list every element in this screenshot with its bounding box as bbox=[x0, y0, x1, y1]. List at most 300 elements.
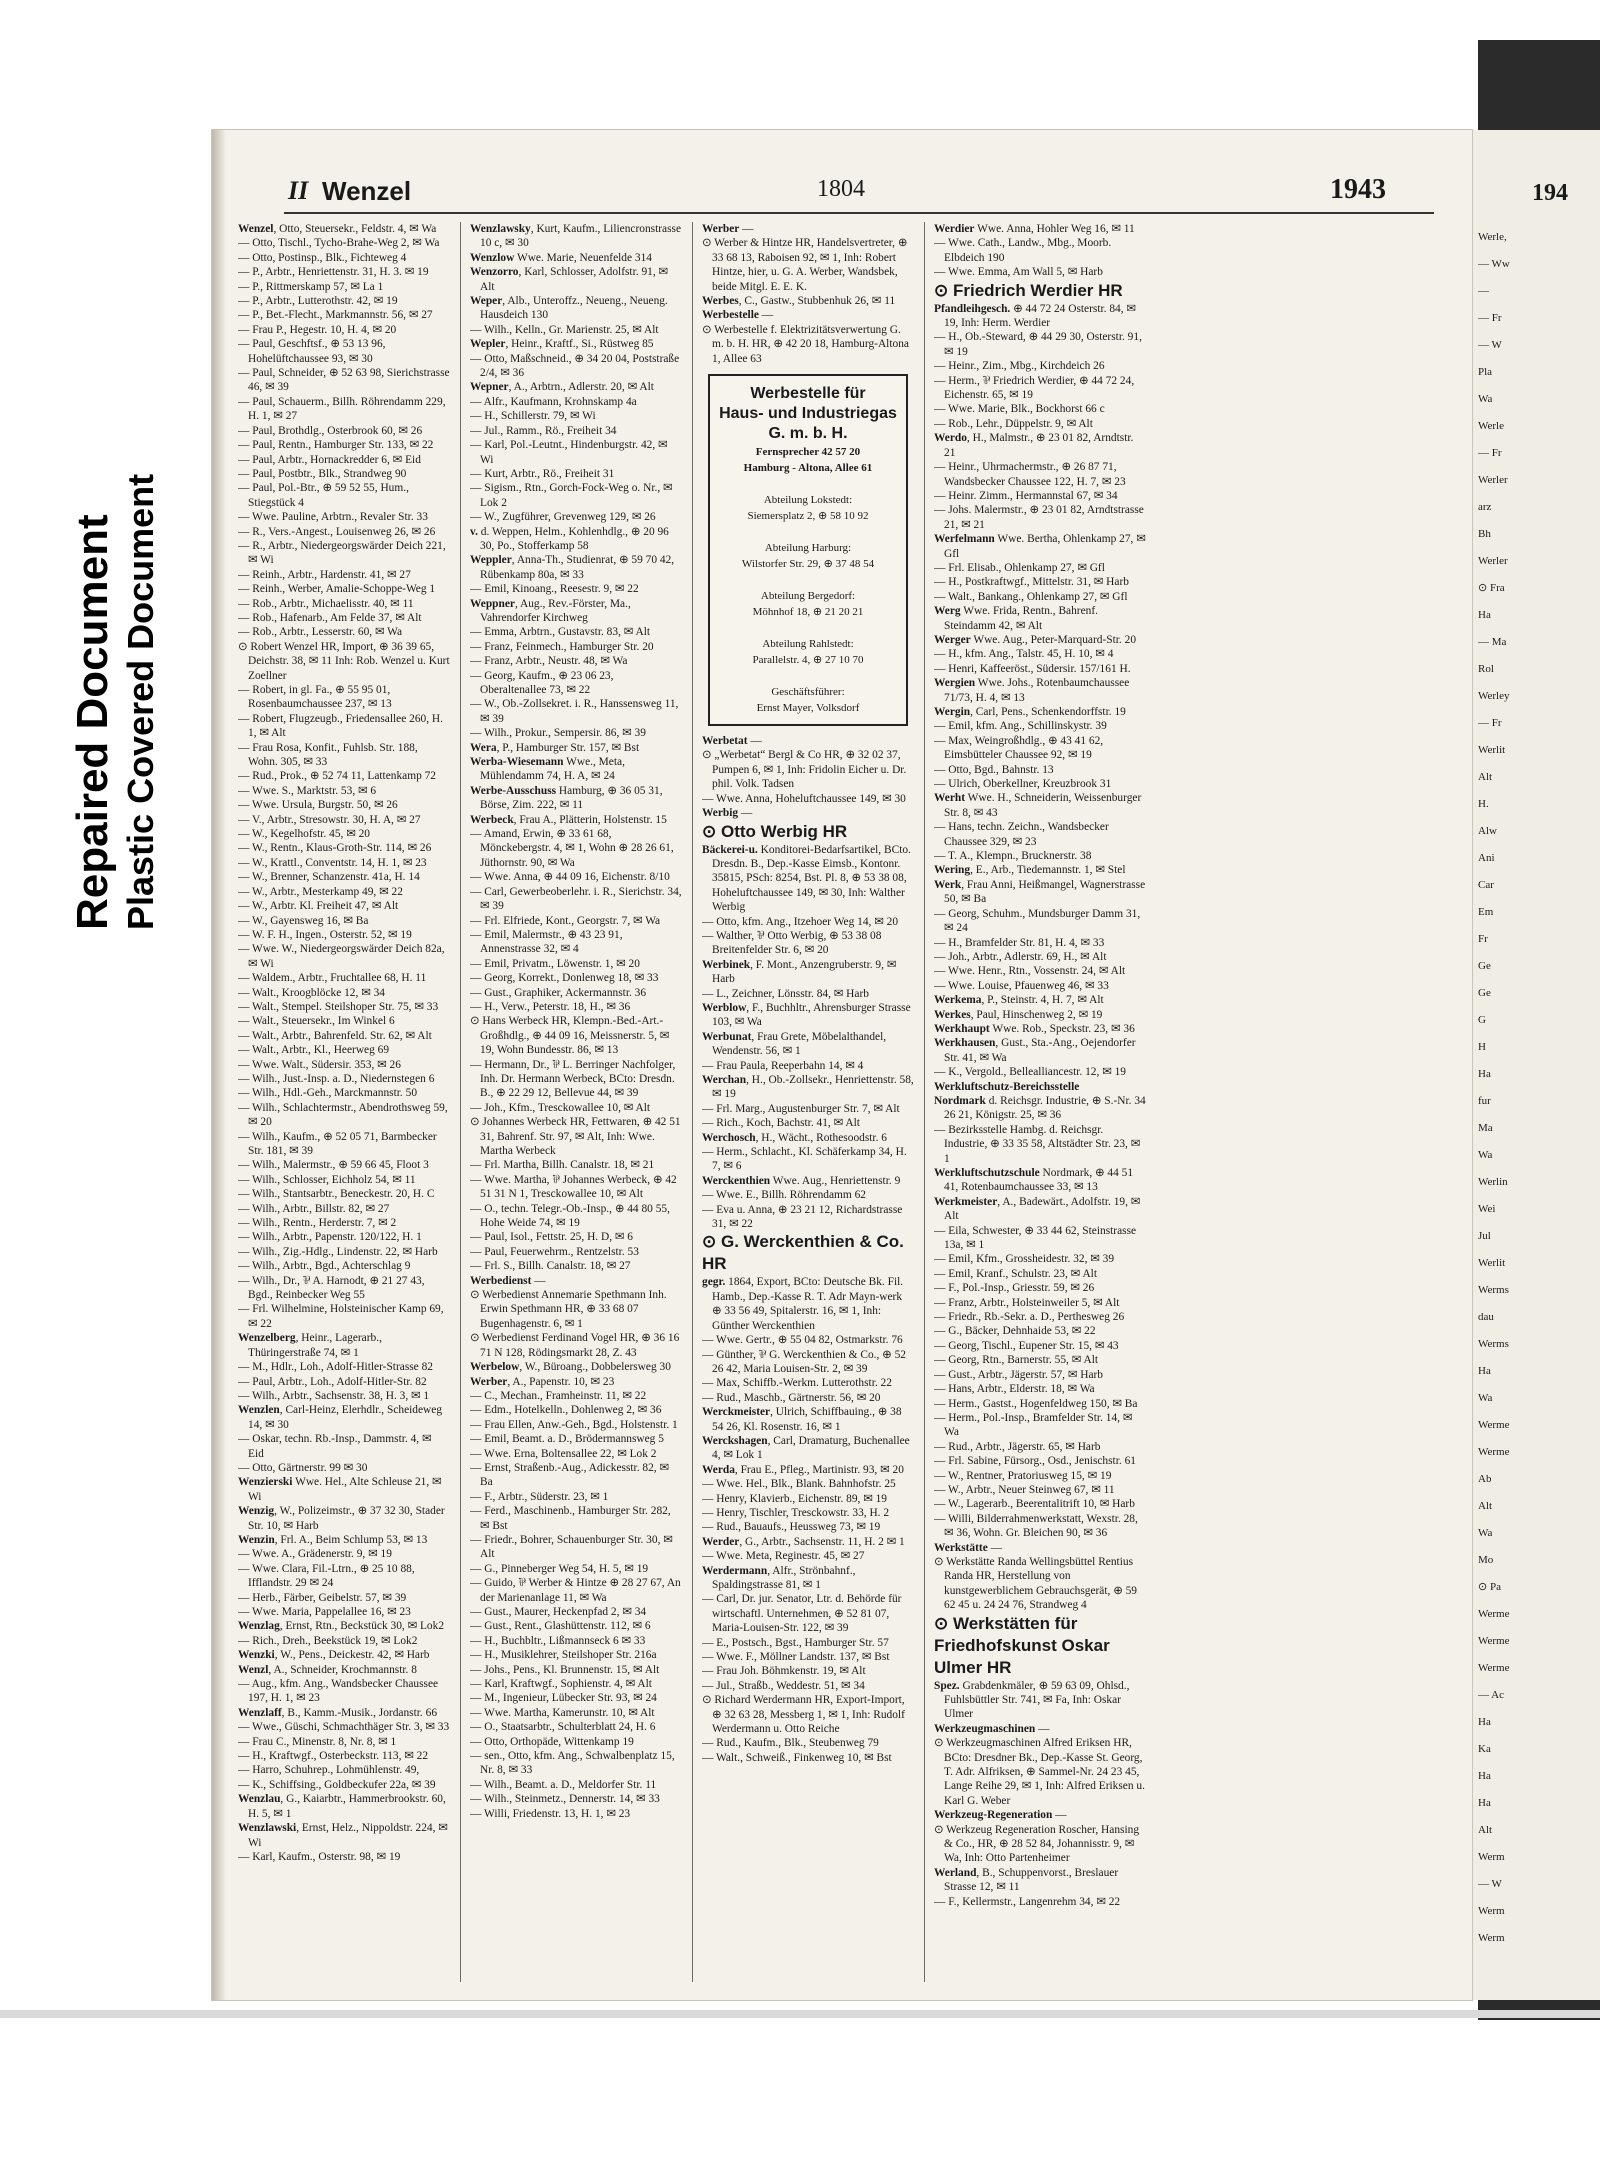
directory-entry: — Rud., Arbtr., Jägerstr. 65, ✉ Harb bbox=[934, 1440, 1101, 1453]
entry-surname: Werbe-Ausschuss bbox=[470, 784, 557, 797]
entry-surname: Werkema bbox=[934, 994, 982, 1007]
directory-entry: — Joh., Kfm., Tresckowallee 10, ✉ Alt bbox=[470, 1101, 651, 1114]
entry-surname: Spez. bbox=[934, 1679, 960, 1692]
adjacent-page-text: — Fr bbox=[1478, 312, 1502, 324]
entry-surname: Werda bbox=[702, 1463, 735, 1476]
adjacent-page-text: Mo bbox=[1478, 1554, 1494, 1566]
entry-surname: Werkzeugmaschinen bbox=[934, 1722, 1036, 1735]
directory-entry: — Karl, Pol.-Leutnt., Hindenburgstr. 42, ✉ Wi bbox=[470, 439, 668, 466]
directory-entry: — Franz, Feinmech., Hamburger Str. 20 bbox=[470, 640, 654, 653]
entry-surname: Wenzelberg bbox=[238, 1332, 296, 1345]
directory-entry: — W., Zugführer, Grevenweg 129, ✉ 26 bbox=[470, 511, 656, 524]
directory-entry: — Henry, Klavierb., Eichenstr. 89, ✉ 19 bbox=[702, 1492, 888, 1505]
entry-surname: Wenzlow bbox=[470, 251, 515, 264]
directory-entry: — Wwe. Anna, Hoheluftchaussee 149, ✉ 30 bbox=[702, 792, 906, 805]
directory-entry: — Frau Paula, Reeperbahn 14, ✉ 4 bbox=[702, 1059, 864, 1072]
directory-entry: — Emil, Malermstr., ⊕ 43 23 91, Annenstrasse 32, ✉ 4 bbox=[470, 928, 623, 956]
entry-surname: Werg bbox=[934, 605, 961, 618]
directory-entry: — Paul, Arbtr., Loh., Adolf-Hitler-Str. 82 bbox=[238, 1375, 427, 1388]
directory-entry: — Wilh., Arbtr., Billstr. 82, ✉ 27 bbox=[238, 1202, 390, 1215]
directory-column-3 bbox=[702, 222, 914, 1982]
directory-entry: — Carl, Dr. jur. Senator, Ltr. d. Behörde für wirtschaftl. Unternehmen, ⊕ 52 81 07, Maria-Louisen-Str. 122, ✉ 39 bbox=[702, 1593, 902, 1635]
page-header bbox=[212, 172, 1472, 208]
adjacent-page-text: G bbox=[1478, 1014, 1486, 1026]
ad-branch-line: Wilstorfer Str. 29, ⊕ 37 48 54 bbox=[741, 558, 875, 571]
directory-entry: — Walt., Bankang., Ohlenkamp 27, ✉ Gfl bbox=[934, 590, 1128, 603]
adjacent-page-text: ⊙ Fra bbox=[1478, 582, 1505, 594]
adjacent-page-text: Wa bbox=[1478, 1527, 1493, 1539]
adjacent-page-text: Alt bbox=[1478, 1500, 1493, 1512]
directory-entry: — H., Bramfelder Str. 81, H. 4, ✉ 33 bbox=[934, 936, 1105, 949]
directory-entry: — Frl. Marg., Augustenburger Str. 7, ✉ Alt bbox=[702, 1102, 900, 1115]
directory-entry: — W., Ob.-Zollsekret. i. R., Hanssensweg 11, ✉ 39 bbox=[470, 698, 679, 725]
directory-entry: Werkzeug-Regeneration — bbox=[934, 1809, 1067, 1822]
directory-entry: Wenzel, Otto, Steuersekr., Feldstr. 4, ✉ Wa bbox=[238, 223, 437, 235]
directory-entry: — Wilh., Hdl.-Geh., Marckmannstr. 50 bbox=[238, 1087, 418, 1100]
ad-spacer bbox=[716, 524, 900, 540]
entry-surname: Werckmeister bbox=[702, 1406, 771, 1419]
directory-entry: — Aug., kfm. Ang., Wandsbecker Chaussee 197, H. 1, ✉ 23 bbox=[238, 1678, 439, 1705]
directory-entry: Werbedienst — bbox=[470, 1274, 546, 1287]
ad-title-line: G. m. b. H. bbox=[768, 425, 848, 443]
directory-entry: — Wwe. E., Billh. Röhrendamm 62 bbox=[702, 1189, 866, 1202]
directory-entry: Werbe-Ausschuss Hamburg, ⊕ 36 05 31, Börse, Zim. 222, ✉ 11 bbox=[470, 784, 663, 812]
directory-entry: Werdo, H., Malmstr., ⊕ 23 01 82, Arndtstr. 21 bbox=[934, 432, 1134, 459]
directory-entry: — Otto, Bgd., Bahnstr. 13 bbox=[934, 763, 1054, 776]
directory-entry: ⊙ Richard Werdermann HR, Export-Import, ⊕ 32 63 28, Messberg 1, ✉ 1, Inh: Rudolf Werdermann u. Otto Reiche bbox=[702, 1694, 905, 1736]
entry-surname: Werk bbox=[934, 878, 962, 891]
directory-entry: — Friedr., Rb.-Sekr. a. D., Perthesweg 26 bbox=[934, 1311, 1125, 1324]
directory-entry: — Georg, Schuhm., Mundsburger Damm 31, ✉ 24 bbox=[934, 907, 1141, 935]
directory-entry: — Wwe. Louise, Pfauenweg 46, ✉ 33 bbox=[934, 979, 1109, 992]
directory-entry: — P., Arbtr., Lutterothstr. 42, ✉ 19 bbox=[238, 295, 398, 308]
entry-surname: Bäckerei-u. bbox=[702, 843, 758, 856]
entry-surname: Wenzlag bbox=[238, 1620, 280, 1633]
directory-entry: — W., Rentn., Klaus-Groth-Str. 114, ✉ 26 bbox=[238, 842, 432, 855]
entry-surname: Werbedienst bbox=[470, 1274, 532, 1287]
entry-surname: Wergien bbox=[934, 677, 976, 690]
directory-entry: Wenzelberg, Heinr., Lagerarb., Thüringerstraße 74, ✉ 1 bbox=[238, 1332, 382, 1359]
directory-page bbox=[212, 130, 1472, 2000]
directory-entry: — Paul, Isol., Fettstr. 25, H. D, ✉ 6 bbox=[470, 1231, 634, 1244]
adjacent-page-text: Ma bbox=[1478, 1122, 1493, 1134]
directory-entry: — Joh., Arbtr., Adlerstr. 69, H., ✉ Alt bbox=[934, 950, 1107, 963]
directory-entry: — H., Musiklehrer, Steilshoper Str. 216a bbox=[470, 1649, 657, 1662]
directory-entry: — Sigism., Rtn., Gorch-Fock-Weg o. Nr., ✉ Lok 2 bbox=[470, 482, 673, 509]
directory-entry: — F., Kellermstr., Langenrehm 34, ✉ 22 bbox=[934, 1895, 1121, 1908]
entry-surname: Werbetat bbox=[702, 735, 748, 748]
adjacent-page-text: Ha bbox=[1478, 1797, 1491, 1809]
directory-entry: — Herb., Färber, Geibelstr. 57, ✉ 39 bbox=[238, 1591, 407, 1604]
directory-entry: Wenzlen, Carl-Heinz, Elerhdlr., Scheideweg 14, ✉ 30 bbox=[238, 1404, 443, 1431]
entry-surname: Werba-Wiesemann bbox=[470, 756, 564, 769]
adjacent-page-text: Wei bbox=[1478, 1203, 1496, 1215]
directory-entry: — Otto, Tischl., Tycho-Brahe-Weg 2, ✉ Wa bbox=[238, 237, 440, 250]
entry-surname: Nordmark bbox=[934, 1094, 986, 1107]
entry-surname: Wenzlau bbox=[238, 1793, 281, 1806]
entry-surname: Wering bbox=[934, 864, 971, 877]
entry-surname: Werder bbox=[702, 1535, 740, 1548]
directory-entry: Wenzki, W., Pens., Deickestr. 42, ✉ Harb bbox=[238, 1649, 430, 1662]
entry-surname: Wepner bbox=[470, 381, 509, 394]
advertisement-box bbox=[708, 374, 908, 726]
directory-entry: — C., Mechan., Framheinstr. 11, ✉ 22 bbox=[470, 1389, 647, 1402]
directory-entry: — O., techn. Telegr.-Ob.-Insp., ⊕ 44 80 55, Hohe Weide 74, ✉ 19 bbox=[470, 1202, 670, 1230]
directory-entry: — Rud., Bauaufs., Heussweg 73, ✉ 19 bbox=[702, 1521, 881, 1534]
featured-entry: ⊙ G. Werckenthien & Co. HR bbox=[702, 1232, 904, 1274]
directory-entry: — Henry, Tischler, Tresckowstr. 33, H. 2 bbox=[702, 1506, 890, 1519]
directory-entry: — Gust., Rent., Glashüttenstr. 112, ✉ 6 bbox=[470, 1620, 651, 1633]
directory-entry: — Walt., Schweiß., Finkenweg 10, ✉ Bst bbox=[702, 1751, 892, 1764]
directory-entry: — H., Kraftwgf., Osterbeckstr. 113, ✉ 22 bbox=[238, 1750, 429, 1763]
directory-entry: Wenzl, A., Schneider, Krochmannstr. 8 bbox=[238, 1663, 417, 1676]
entry-surname: Werkstätte bbox=[934, 1541, 988, 1554]
directory-entry: — Guido, ⅌ Werber & Hintze ⊕ 28 27 67, An der Marienanlage 11, ✉ Wa bbox=[470, 1577, 681, 1604]
directory-entry: Werger Wwe. Aug., Peter-Marquard-Str. 20 bbox=[934, 633, 1137, 646]
directory-entry: — Frl. Elfriede, Kont., Georgstr. 7, ✉ Wa bbox=[470, 914, 661, 927]
adjacent-page-text: H bbox=[1478, 1041, 1486, 1053]
directory-entry: — Herm., Gastst., Hogenfeldweg 150, ✉ Ba bbox=[934, 1397, 1138, 1410]
directory-entry: Werblow, F., Buchhltr., Ahrensburger Strasse 103, ✉ Wa bbox=[702, 1001, 911, 1029]
directory-entry: — Frau C., Minenstr. 8, Nr. 8, ✉ 1 bbox=[238, 1735, 397, 1748]
directory-entry: Werbetat — bbox=[702, 735, 762, 748]
adjacent-page-text: Alw bbox=[1478, 825, 1497, 837]
directory-entry: ⊙ Robert Wenzel HR, Import, ⊕ 36 39 65, Deichstr. 38, ✉ 11 Inh: Rob. Wenzel u. Kurt Zoellner bbox=[238, 640, 450, 682]
directory-entry: — Henri, Kaffeeröst., Südersir. 157/161 H. bbox=[934, 662, 1131, 675]
directory-entry: — Otto, Postinsp., Blk., Fichteweg 4 bbox=[238, 251, 407, 264]
directory-entry: — Ferd., Maschinenb., Hamburger Str. 282, ✉ Bst bbox=[470, 1505, 671, 1532]
entry-surname: Werchosch bbox=[702, 1131, 756, 1144]
column-divider bbox=[692, 222, 693, 1982]
directory-entry: — Wilh., Just.-Insp. a. D., Niedernstegen 6 bbox=[238, 1072, 435, 1085]
directory-entry: — G., Bäcker, Dehnhaide 53, ✉ 22 bbox=[934, 1325, 1096, 1338]
directory-entry: — W., Arbtr., Neuer Steinweg 67, ✉ 11 bbox=[934, 1483, 1115, 1496]
directory-entry: — W. F. H., Ingen., Osterstr. 52, ✉ 19 bbox=[238, 928, 412, 941]
directory-entry: — Wwe. Martha, ⅌ Johannes Werbeck, ⊕ 42 51 31 N 1, Tresckowallee 10, ✉ Alt bbox=[470, 1173, 677, 1201]
directory-entry: — Harro, Schuhrep., Lohmühlenstr. 49, bbox=[238, 1764, 420, 1777]
ad-branch-line: Abteilung Harburg: bbox=[764, 542, 852, 555]
directory-entry: — Rob., Arbtr., Lesserstr. 60, ✉ Wa bbox=[238, 626, 403, 639]
entry-surname: Wenzlawsky bbox=[470, 223, 531, 235]
entry-surname: Werckshagen bbox=[702, 1434, 768, 1447]
directory-entry: — Hans, techn. Zeichn., Wandsbecker Chaussee 329, ✉ 23 bbox=[934, 821, 1109, 848]
adjacent-page-text: H. bbox=[1478, 798, 1489, 810]
featured-entry: ⊙ Otto Werbig HR bbox=[702, 821, 848, 841]
directory-entry: — Frau P., Hegestr. 10, H. 4, ✉ 20 bbox=[238, 323, 397, 336]
directory-entry: — Eva u. Anna, ⊕ 23 21 12, Richardstrasse 31, ✉ 22 bbox=[702, 1203, 903, 1231]
entry-surname: Weppler bbox=[470, 554, 512, 567]
directory-entry: — Wilh., Malermstr., ⊕ 59 66 45, Floot 3 bbox=[238, 1159, 429, 1172]
directory-entry: Wergien Wwe. Johs., Rotenbaumchaussee 71/73, H. 4, ✉ 13 bbox=[934, 677, 1130, 704]
directory-entry: Pfandleihgesch. ⊕ 44 72 24 Osterstr. 84, ✉ 19, Inh: Herm. Werdier bbox=[934, 302, 1136, 330]
directory-entry: — Otto, Gärtnerstr. 99 ✉ 30 bbox=[238, 1461, 368, 1474]
directory-entry: — Max, Schiffb.-Werkm. Lutterothstr. 22 bbox=[702, 1377, 892, 1390]
directory-entry: — Wwe. Emma, Am Wall 5, ✉ Harb bbox=[934, 266, 1103, 279]
entry-surname: Werkluftschutz-Bereichsstelle bbox=[934, 1080, 1080, 1093]
directory-entry: ⊙ Johannes Werbeck HR, Fettwaren, ⊕ 42 51 31, Bahrenf. Str. 97, ✉ Alt, Inh: Wwe. Martha Werbeck bbox=[470, 1116, 681, 1157]
directory-entry: Werbestelle — bbox=[702, 309, 774, 322]
directory-entry: Werchosch, H., Wächt., Rothesoodstr. 6 bbox=[702, 1131, 887, 1144]
directory-entry: Werckshagen, Carl, Dramaturg, Buchenallee 4, ✉ Lok 1 bbox=[702, 1434, 910, 1462]
directory-entry: — Waldem., Arbtr., Fruchtallee 68, H. 11 bbox=[238, 972, 427, 985]
directory-entry: Werbinek, F. Mont., Anzengruberstr. 9, ✉ Harb bbox=[702, 958, 897, 986]
directory-entry: — Oskar, techn. Rb.-Insp., Dammstr. 4, ✉ Eid bbox=[238, 1433, 432, 1460]
directory-entry: Wenzlau, G., Kaiarbtr., Hammerbrookstr. 60, H. 5, ✉ 1 bbox=[238, 1793, 446, 1820]
directory-entry: — Kurt, Arbtr., Rö., Freiheit 31 bbox=[470, 467, 615, 480]
entry-surname: Werbeck bbox=[470, 813, 514, 826]
adjacent-page-text: Ge bbox=[1478, 960, 1491, 972]
adjacent-page-text: fur bbox=[1478, 1095, 1491, 1107]
column-divider bbox=[460, 222, 461, 1982]
directory-entry: — Carl, Gewerbeoberlehr. i. R., Sierichstr. 34, ✉ 39 bbox=[470, 885, 682, 913]
entry-surname: Werdermann bbox=[702, 1564, 768, 1577]
directory-entry: — Wilh., Stantsarbtr., Beneckestr. 20, H. C bbox=[238, 1188, 435, 1201]
directory-entry: — Jul., Straßb., Weddestr. 51, ✉ 34 bbox=[702, 1679, 865, 1692]
entry-surname: Werber bbox=[702, 223, 740, 235]
adjacent-page-text: Wa bbox=[1478, 1392, 1493, 1404]
directory-entry: — Walt., Steuersekr., Im Winkel 6 bbox=[238, 1015, 395, 1028]
directory-entry: — Emil, Privatm., Löwenstr. 1, ✉ 20 bbox=[470, 957, 640, 970]
adjacent-page-text: Wa bbox=[1478, 1149, 1493, 1161]
directory-entry: — Emil, Kinoang., Reesestr. 9, ✉ 22 bbox=[470, 583, 639, 596]
directory-entry: Werbes, C., Gastw., Stubbenhuk 26, ✉ 11 bbox=[702, 295, 896, 308]
directory-entry: — Wwe. Clara, Fil.-Ltrn., ⊕ 25 10 88, Ifflandstr. 29 ✉ 24 bbox=[238, 1562, 415, 1590]
featured-entry: ⊙ Friedrich Werdier HR bbox=[934, 280, 1123, 300]
directory-entry: — W., Gayensweg 16, ✉ Ba bbox=[238, 914, 369, 927]
directory-entry: — Heinr., Uhrmachermstr., ⊕ 26 87 71, Wandsbecker Chaussee 122, H. 7, ✉ 23 bbox=[934, 461, 1126, 488]
directory-entry: — Wilh., Schlosser, Eichholz 54, ✉ 11 bbox=[238, 1173, 416, 1186]
directory-entry: — Jul., Ramm., Rö., Freiheit 34 bbox=[470, 424, 617, 437]
directory-entry: — Walt., Arbtr., Bahrenfeld. Str. 62, ✉ Alt bbox=[238, 1029, 432, 1042]
directory-entry: — H., Schillerstr. 79, ✉ Wi bbox=[470, 410, 596, 423]
ad-phone: Fernsprecher 42 57 20 bbox=[755, 446, 861, 459]
directory-entry: — Frl. Sabine, Fürsorg., Osd., Jenischstr. 61 bbox=[934, 1455, 1136, 1468]
directory-entry: — Wwe. Maria, Pappelallee 16, ✉ 23 bbox=[238, 1606, 411, 1618]
directory-entry: — Alfr., Kaufmann, Krohnskamp 4a bbox=[470, 395, 637, 408]
adjacent-page-text: dau bbox=[1478, 1311, 1494, 1323]
directory-entry: — Gust., Graphiker, Ackermannstr. 36 bbox=[470, 986, 647, 999]
entry-surname: Werdo bbox=[934, 432, 967, 445]
directory-entry: Werbeck, Frau A., Plätterin, Holstenstr. 15 bbox=[470, 813, 667, 826]
adjacent-page-text: — Fr bbox=[1478, 447, 1502, 459]
adjacent-page-text: Werm bbox=[1478, 1932, 1505, 1944]
directory-entry: Werfelmann Wwe. Bertha, Ohlenkamp 27, ✉ Gfl bbox=[934, 533, 1146, 560]
directory-entry: Bäckerei-u. Konditorei-Bedarfsartikel, BCto. Dresdn. B., Dep.-Kasse Eimsb., Kontonr. 35815, PSch: 8254, Bst. Pl. 8, ⊕ 53 38 08, Hoheluftchaussee 149, ✉ 30, Inh: Walther Werbig bbox=[702, 843, 911, 914]
directory-entry: — Rud., Prok., ⊕ 52 74 11, Lattenkamp 72 bbox=[238, 770, 437, 783]
ad-branch-line: Abteilung Rahlstedt: bbox=[762, 638, 854, 651]
directory-entry: — Paul, Brothdlg., Osterbrook 60, ✉ 26 bbox=[238, 424, 423, 437]
directory-entry: — Wwe. Marie, Blk., Bockhorst 66 c bbox=[934, 403, 1105, 416]
directory-entry: gegr. 1864, Export, BCto: Deutsche Bk. Fil. Hamb., Dep.-Kasse R. T. Adr Mayn-werk ⊕ 33 56 49, Spitalerstr. 16, ✉ 1, Inh: Günther Werckenthien bbox=[702, 1276, 904, 1332]
directory-entry: Werkzeugmaschinen — bbox=[934, 1722, 1050, 1735]
directory-entry: — sen., Otto, kfm. Ang., Schwalbenplatz 15, Nr. 8, ✉ 33 bbox=[470, 1750, 675, 1777]
adjacent-page-text: Werle bbox=[1478, 420, 1504, 432]
directory-entry: Wenzierski Wwe. Hel., Alte Schleuse 21, ✉ Wi bbox=[238, 1476, 442, 1503]
ad-address: Hamburg - Altona, Allee 61 bbox=[743, 462, 873, 475]
directory-entry: Werbelow, W., Büroang., Dobbelersweg 30 bbox=[470, 1361, 671, 1374]
directory-entry: Werba-Wiesemann Wwe., Meta, Mühlendamm 74, H. A, ✉ 24 bbox=[470, 756, 625, 783]
entry-surname: Wenzlen bbox=[238, 1404, 280, 1417]
adjacent-page-text: Ha bbox=[1478, 1068, 1491, 1080]
directory-entry: — Wilh., Arbtr., Sachsenstr. 38, H. 3, ✉ 1 bbox=[238, 1389, 430, 1402]
directory-entry: — M., Hdlr., Loh., Adolf-Hitler-Strasse 82 bbox=[238, 1361, 433, 1374]
entry-surname: Werkes bbox=[934, 1008, 971, 1021]
directory-entry: — Rud., Maschb., Gärtnerstr. 56, ✉ 20 bbox=[702, 1391, 881, 1404]
adjacent-page-text: — Ac bbox=[1478, 1689, 1504, 1701]
directory-entry: — Herm., Pol.-Insp., Bramfelder Str. 14, ✉ Wa bbox=[934, 1411, 1133, 1439]
directory-entry: Werdier Wwe. Anna, Hohler Weg 16, ✉ 11 bbox=[934, 223, 1135, 235]
directory-entry: ⊙ Werbedienst Ferdinand Vogel HR, ⊕ 36 16 71 N 128, Rödingsmarkt 28, Z. 43 bbox=[470, 1332, 680, 1359]
directory-entry: — Otto, Orthopäde, Wittenkamp 19 bbox=[470, 1735, 634, 1748]
directory-entry: — H., Postkraftwgf., Mittelstr. 31, ✉ Harb bbox=[934, 576, 1129, 589]
directory-entry: — F., Pol.-Insp., Griesstr. 59, ✉ 26 bbox=[934, 1282, 1095, 1295]
directory-entry: — Wilh., Kaufm., ⊕ 52 05 71, Barmbecker Str. 181, ✉ 39 bbox=[238, 1130, 437, 1157]
directory-entry: Werchan, H., Ob.-Zollsekr., Henriettenstr. 58, ✉ 19 bbox=[702, 1074, 914, 1101]
directory-entry: Weppler, Anna-Th., Studienrat, ⊕ 59 70 42, Rübenkamp 80a, ✉ 33 bbox=[470, 554, 675, 581]
directory-entry: — Gust., Arbtr., Jägerstr. 57, ✉ Harb bbox=[934, 1368, 1103, 1381]
directory-entry: Werkmeister, A., Badewärt., Adolfstr. 19, ✉ Alt bbox=[934, 1195, 1141, 1223]
entry-surname: Werkhaupt bbox=[934, 1022, 990, 1035]
ad-spacer bbox=[716, 572, 900, 588]
directory-entry: — Max, Weingroßhdlg., ⊕ 43 41 62, Eimsbütteler Chaussee 92, ✉ 19 bbox=[934, 734, 1104, 762]
directory-entry: — H., Ob.-Steward, ⊕ 44 29 30, Osterstr. 91, ✉ 19 bbox=[934, 331, 1142, 358]
directory-entry: — Georg, Rtn., Barnerstr. 55, ✉ Alt bbox=[934, 1354, 1099, 1367]
directory-entry: — T. A., Klempn., Brucknerstr. 38 bbox=[934, 850, 1092, 863]
directory-entry: — Ulrich, Oberkellner, Kreuzbrook 31 bbox=[934, 778, 1112, 791]
directory-entry: — W., Brenner, Schanzenstr. 41a, H. 14 bbox=[238, 871, 420, 884]
directory-entry: Werkhausen, Gust., Sta.-Ang., Oejendorfer Str. 41, ✉ Wa bbox=[934, 1037, 1136, 1064]
entry-surname: Weppner bbox=[470, 597, 515, 610]
directory-entry: — Paul, Geschftsf., ⊕ 53 13 96, Hohelüftchaussee 93, ✉ 30 bbox=[238, 338, 386, 365]
directory-entry: — Emil, Kfm., Grossheidestr. 32, ✉ 39 bbox=[934, 1253, 1115, 1266]
directory-entry: — Bezirksstelle Hambg. d. Reichsgr. Industrie, ⊕ 33 35 58, Altstädter Str. 23, ✉ 1 bbox=[934, 1123, 1141, 1165]
directory-entry: Wepner, A., Arbtrn., Adlerstr. 20, ✉ Alt bbox=[470, 381, 654, 394]
directory-entry: — L., Zeichner, Lönsstr. 84, ✉ Harb bbox=[702, 987, 869, 1000]
directory-entry: — E., Postsch., Bgst., Hamburger Str. 57 bbox=[702, 1636, 889, 1649]
directory-entry: — Rob., Lehr., Düppelstr. 9, ✉ Alt bbox=[934, 417, 1093, 430]
entry-surname: Wergin bbox=[934, 706, 971, 718]
directory-entry: — P., Rittmerskamp 57, ✉ La 1 bbox=[238, 280, 384, 293]
directory-entry: — Emil, Kranf., Schulstr. 23, ✉ Alt bbox=[934, 1267, 1097, 1280]
directory-column-4 bbox=[934, 222, 1146, 1982]
ad-branch-line: Siemersplatz 2, ⊕ 58 10 92 bbox=[747, 510, 869, 523]
directory-entry: Werkema, P., Steinstr. 4, H. 7, ✉ Alt bbox=[934, 994, 1104, 1007]
directory-entry: Wering, E., Arb., Tiedemannstr. 1, ✉ Stel bbox=[934, 864, 1126, 877]
running-head-name: Wenzel bbox=[322, 176, 412, 206]
directory-entry: — W., Lagerarb., Beerentalitrift 10, ✉ Harb bbox=[934, 1498, 1135, 1511]
directory-entry: — Reinh., Werber, Amalie-Schoppe-Weg 1 bbox=[238, 583, 436, 596]
directory-entry: Wenzig, W., Polizeimstr., ⊕ 37 32 30, Stader Str. 10, ✉ Harb bbox=[238, 1505, 445, 1532]
adjacent-page-text: Ha bbox=[1478, 609, 1491, 621]
directory-entry: — Paul, Arbtr., Hornackredder 6, ✉ Eid bbox=[238, 453, 421, 466]
ad-branch-line: Möhnhof 18, ⊕ 21 20 21 bbox=[752, 606, 864, 619]
page-gutter-shadow bbox=[212, 130, 226, 2000]
directory-entry: — Wilh., Beamt. a. D., Meldorfer Str. 11 bbox=[470, 1778, 657, 1791]
directory-entry: — Wwe. Gertr., ⊕ 55 04 82, Ostmarkstr. 76 bbox=[702, 1334, 903, 1347]
directory-entry: — Willi, Bilderrahmenwerkstatt, Wexstr. 28, ✉ 36, Wohn. Gr. Bleichen 90, ✉ 36 bbox=[934, 1512, 1138, 1540]
directory-entry: Wenzlawsky, Kurt, Kaufm., Liliencronstrasse 10 c, ✉ 30 bbox=[470, 223, 682, 250]
directory-entry: — F., Arbtr., Süderstr. 23, ✉ 1 bbox=[470, 1490, 609, 1503]
entry-surname: gegr. bbox=[702, 1276, 726, 1289]
adjacent-page-text: Werler bbox=[1478, 474, 1508, 486]
directory-entry: — Wwe. A., Grädenerstr. 9, ✉ 19 bbox=[238, 1548, 392, 1561]
adjacent-page-text: Ab bbox=[1478, 1473, 1492, 1485]
directory-entry: Weppner, Aug., Rev.-Förster, Ma., Vahrendorfer Kirchweg bbox=[470, 597, 631, 624]
directory-entry: Werda, Frau E., Pfleg., Martinistr. 93, ✉ 20 bbox=[702, 1463, 904, 1476]
adjacent-page-text: Ani bbox=[1478, 852, 1495, 864]
directory-entry: — Hermann, Dr., ⅌ L. Berringer Nachfolger, Inh. Dr. Hermann Werbeck, BCto: Dresdn. B., ⊕ 22 29 12, Bellevue 44, ✉ 39 bbox=[470, 1058, 676, 1100]
directory-entry: — W., Arbtr., Mesterkamp 49, ✉ 22 bbox=[238, 885, 403, 898]
directory-entry: — P., Bet.-Flecht., Markmannstr. 56, ✉ 27 bbox=[238, 309, 433, 322]
entry-surname: v. bbox=[470, 525, 478, 538]
directory-entry: — Johs. Malermstr., ⊕ 23 01 82, Arndtstrasse 21, ✉ 21 bbox=[934, 504, 1144, 531]
entry-surname: Werland bbox=[934, 1866, 977, 1879]
adjacent-page-text: — Ma bbox=[1478, 636, 1507, 648]
entry-surname: Wenzierski bbox=[238, 1476, 293, 1489]
adjacent-page-text: Bh bbox=[1478, 528, 1491, 540]
directory-entry: — Rich., Koch, Bachstr. 41, ✉ Alt bbox=[702, 1117, 860, 1130]
directory-entry: — W., Kegelhofstr. 45, ✉ 20 bbox=[238, 828, 370, 841]
adjacent-page-fragment bbox=[1472, 130, 1600, 2000]
directory-entry: — Frau Ellen, Anw.-Geh., Bgd., Holstenstr. 1 bbox=[470, 1418, 678, 1431]
adjacent-page-text: Werlit bbox=[1478, 744, 1506, 756]
directory-entry: — Wwe. Ursula, Burgstr. 50, ✉ 26 bbox=[238, 799, 398, 812]
directory-entry: — Herm., ⅌ Friedrich Werdier, ⊕ 44 72 24, Eichenstr. 65, ✉ 19 bbox=[934, 374, 1135, 402]
directory-entry: Wenzlow Wwe. Marie, Neuenfelde 314 bbox=[470, 251, 652, 264]
directory-entry: — M., Ingenieur, Lübecker Str. 93, ✉ 24 bbox=[470, 1692, 657, 1705]
directory-entry: Werkhaupt Wwe. Rob., Speckstr. 23, ✉ 36 bbox=[934, 1022, 1135, 1035]
directory-entry: — Wwe. Meta, Reginestr. 45, ✉ 27 bbox=[702, 1550, 865, 1563]
directory-entry: — H., Verw., Peterstr. 18, H., ✉ 36 bbox=[470, 1000, 631, 1013]
entry-surname: Werbunat bbox=[702, 1030, 752, 1043]
column-divider bbox=[924, 222, 925, 1982]
directory-entry: Werht Wwe. H., Schneiderin, Weissenburger Str. 8, ✉ 43 bbox=[934, 792, 1142, 819]
directory-entry bbox=[934, 1080, 1146, 1094]
adjacent-page-text: ⊙ Pa bbox=[1478, 1581, 1501, 1593]
directory-entry: — V., Arbtr., Stresowstr. 30, H. A, ✉ 27 bbox=[238, 813, 421, 826]
repaired-label: Repaired Document bbox=[68, 514, 117, 930]
directory-entry: — H., Buchbltr., Lißmannseck 6 ✉ 33 bbox=[470, 1634, 646, 1647]
directory-entry: — Emil, kfm. Ang., Schillinskystr. 39 bbox=[934, 720, 1107, 733]
directory-entry: — Otto, Maßschneid., ⊕ 34 20 04, Poststraße 2/4, ✉ 36 bbox=[470, 352, 680, 380]
entry-surname: Werkluftschutzschule bbox=[934, 1167, 1040, 1179]
page-number: 1804 bbox=[817, 176, 865, 202]
directory-entry: — Frl. S., Billh. Canalstr. 18, ✉ 27 bbox=[470, 1260, 631, 1273]
directory-entry: — Wilh., Zig.-Hdlg., Lindenstr. 22, ✉ Harb bbox=[238, 1245, 438, 1258]
adjacent-page-text: Werme bbox=[1478, 1635, 1510, 1647]
directory-entry: Werg Wwe. Frida, Rentn., Bahrenf. Steindamm 42, ✉ Alt bbox=[934, 605, 1098, 632]
directory-entry: — W., Arbtr. Kl. Freiheit 47, ✉ Alt bbox=[238, 900, 399, 913]
adjacent-page-text: Ha bbox=[1478, 1716, 1491, 1728]
directory-entry: — Paul, Pol.-Btr., ⊕ 59 52 55, Hum., Stiegstück 4 bbox=[238, 482, 409, 509]
adjacent-page-text: Werms bbox=[1478, 1284, 1509, 1296]
header-rule bbox=[284, 212, 1434, 214]
directory-entry: — Frl. Wilhelmine, Holsteinischer Kamp 69, ✉ 22 bbox=[238, 1303, 444, 1330]
directory-entry: — Paul, Schauerm., Billh. Röhrendamm 229, H. 1, ✉ 27 bbox=[238, 395, 446, 423]
entry-surname: Werbestelle bbox=[702, 309, 759, 322]
entry-surname: Pfandleihgesch. bbox=[934, 302, 1011, 315]
directory-entry: Wenzorro, Karl, Schlosser, Adolfstr. 91, ✉ Alt bbox=[470, 266, 669, 293]
directory-entry: — Wwe. Henr., Rtn., Vossenstr. 24, ✉ Alt bbox=[934, 965, 1126, 978]
directory-entry: Wenzlaff, B., Kamm.-Musik., Jordanstr. 66 bbox=[238, 1706, 438, 1719]
ad-spacer bbox=[716, 476, 900, 492]
directory-entry: — Paul, Schneider, ⊕ 52 63 98, Sierichstrasse 46, ✉ 39 bbox=[238, 367, 450, 394]
entry-surname: Werbinek bbox=[702, 958, 751, 971]
directory-entry: Werber — bbox=[702, 223, 754, 235]
entry-surname: Werfelmann bbox=[934, 533, 995, 546]
plastic-covered-label: Plastic Covered Document bbox=[120, 473, 161, 930]
adjacent-page-text: Car bbox=[1478, 879, 1494, 891]
